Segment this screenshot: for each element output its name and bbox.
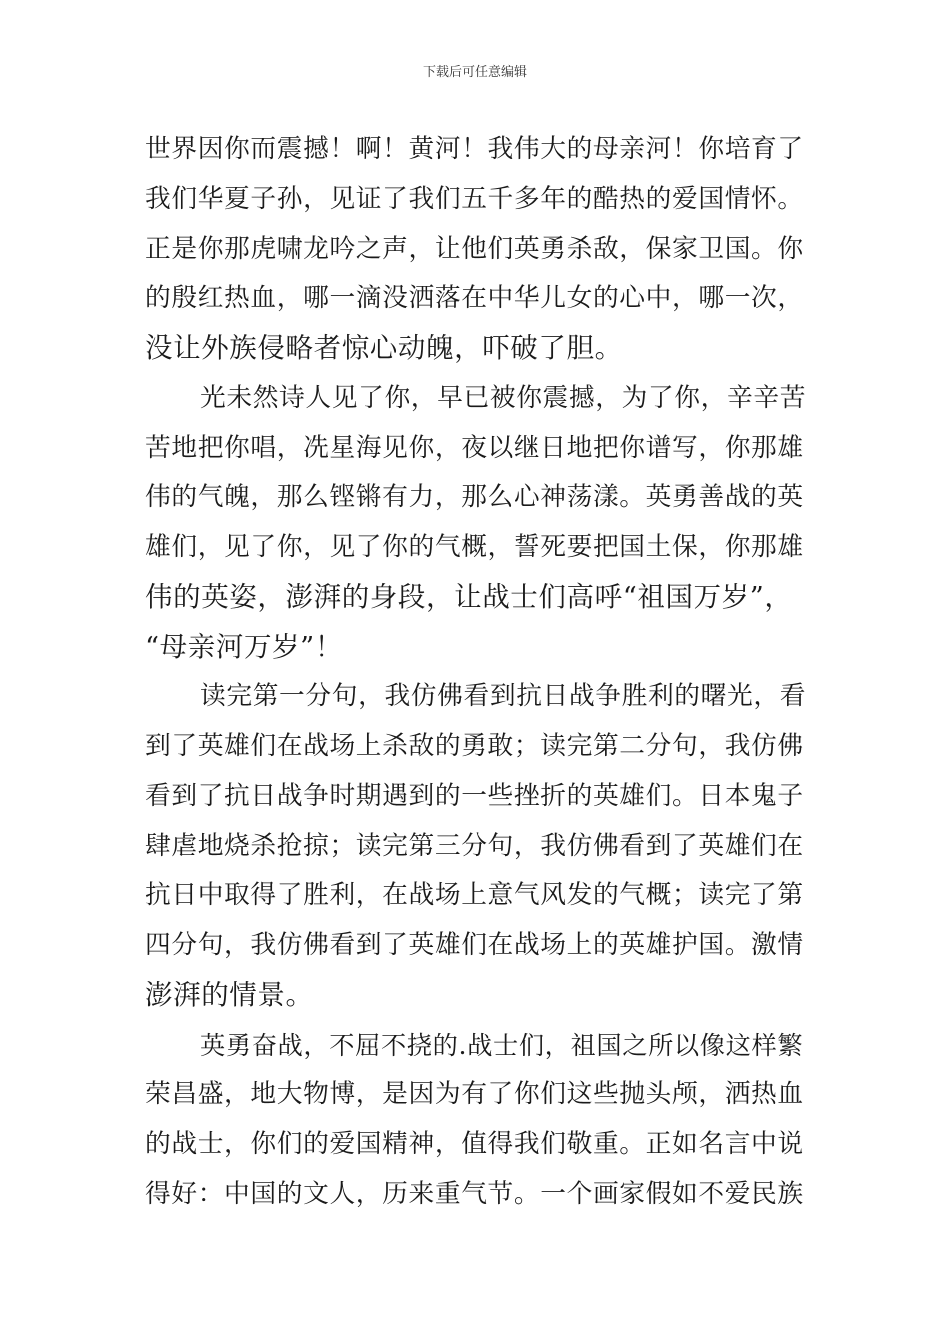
text-line: 雄们，见了你，见了你的气概，誓死要把国土保，你那雄 (145, 532, 804, 562)
text-line: 世界因你而震撼！啊！黄河！我伟大的母亲河！你培育了 (145, 134, 804, 164)
text-line: 看到了抗日战争时期遇到的一些挫折的英雄们。日本鬼子 (145, 780, 804, 811)
text-line: 没让外族侵略者惊心动魄，吓破了胆。 (145, 332, 623, 364)
text-line: 的殷红热血，哪一滴没洒落在中华儿女的心中，哪一次， (145, 283, 804, 314)
text-line: 英勇奋战，不屈不挠的.战士们，祖国之所以像这样繁 (200, 1030, 804, 1060)
text-line: “母亲河万岁”！ (145, 630, 343, 663)
text-line: 澎湃的情景。 (145, 978, 314, 1011)
text-line: 的战士，你们的爱国精神，值得我们敬重。正如名言中说 (145, 1129, 804, 1159)
text-line: 到了英雄们在战场上杀敌的勇敢；读完第二分句，我仿佛 (145, 731, 804, 761)
text-line: 四分句，我仿佛看到了英雄们在战场上的英雄护国。激情 (145, 930, 804, 960)
text-line: 光未然诗人见了你，早已被你震撼，为了你，辛辛苦 (200, 382, 807, 413)
text-line: 苦地把你唱，冼星海见你，夜以继日地把你谱写，你那雄 (145, 432, 804, 463)
text-line: 抗日中取得了胜利，在战场上意气风发的气概；读完了第 (145, 880, 804, 911)
text-line: 荣昌盛，地大物博，是因为有了你们这些抛头颅，洒热血 (145, 1079, 804, 1110)
text-line: 伟的气魄，那么铿锵有力，那么心神荡漾。英勇善战的英 (145, 482, 804, 513)
text-line: 得好：中国的文人，历来重气节。一个画家假如不爱民族 (145, 1178, 804, 1209)
text-line: 正是你那虎啸龙吟之声，让他们英勇杀敌，保家卫国。你 (145, 233, 804, 264)
essay-body (145, 125, 807, 1220)
text-line: 肆虐地烧杀抢掠；读完第三分句，我仿佛看到了英雄们在 (145, 830, 804, 861)
text-line: 伟的英姿，澎湃的身段，让战士们高呼“祖国万岁”， (145, 580, 793, 613)
text-line: 我们华夏子孙，见证了我们五千多年的酷热的爱国情怀。 (145, 183, 804, 214)
text-line: 读完第一分句，我仿佛看到抗日战争胜利的曙光，看 (200, 681, 807, 712)
page-header: 下载后可任意编辑 (422, 65, 527, 80)
